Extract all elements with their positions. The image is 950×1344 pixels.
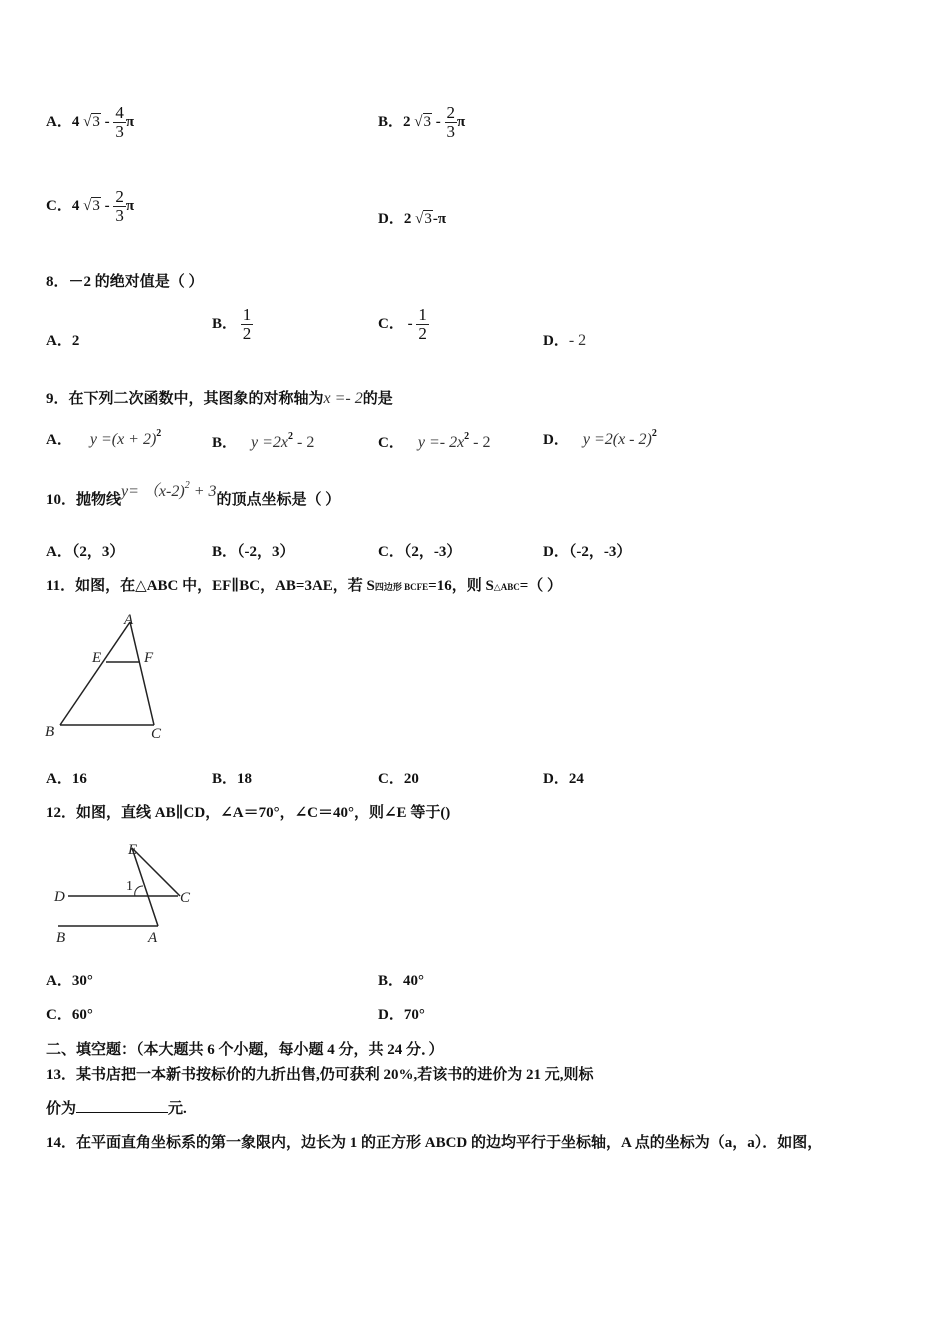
q10-option-c: C．（2，-3） (378, 544, 462, 560)
label-F: F (144, 650, 154, 666)
q13-line2: 价为 元. (46, 1097, 187, 1118)
q12-parallel-lines-figure (46, 836, 206, 948)
q12-stem: 12．如图，直线 AB∥CD，∠A＝70°，∠C＝40°，则∠E 等于() (46, 805, 451, 821)
q10-option-b: B．（-2，3） (212, 544, 295, 560)
q9-stem: 9．在下列二次函数中，其图象的对称轴为x =- 2的是 (46, 390, 393, 407)
fraction: $\frac{4}{3}$ (115, 103, 124, 141)
q11-triangle-figure (40, 610, 180, 745)
label-B: B (56, 930, 66, 946)
q10-stem: 10．抛物线y= （x-2)$^2$ + 3的顶点坐标是（ ） (46, 480, 341, 508)
q10-option-a: A．（2，3） (46, 544, 125, 560)
label-1: 1 (126, 879, 133, 894)
q11-option-a: A．16 (46, 771, 87, 787)
q13-line1: 13．某书店把一本新书按标价的九折出售,仍可获利 20%,若该书的进价为 21 元,则标 (46, 1067, 594, 1083)
q7-option-a: A．4 √3 - $\frac{4}{3}$ π (46, 103, 135, 141)
label-C: C (151, 726, 162, 742)
label-C: C (180, 890, 191, 906)
q12-option-a: A．30° (46, 973, 93, 989)
q7-option-b: B．2 √3 - $\frac{2}{3}$ π (378, 103, 466, 141)
q11-option-b: B．18 (212, 771, 253, 787)
q12-option-c: C．60° (46, 1007, 93, 1023)
answer-blank[interactable] (76, 1098, 168, 1113)
label-E: E (92, 650, 102, 666)
q8-option-b: B． $\frac{1}{2}$ (212, 305, 252, 343)
q8-option-d: D．- 2 (543, 332, 587, 349)
q11-option-d: D．24 (543, 771, 584, 787)
q11-option-c: C．20 (378, 771, 419, 787)
q9-option-c: C． $y =- 2x^2 - 2$ (378, 431, 491, 451)
label-E: E (128, 842, 138, 858)
q9-option-b: B． $y =2x^2 - 2$ (212, 431, 315, 451)
label-D: D (54, 889, 65, 905)
q10-option-d: D．（-2，-3） (543, 544, 632, 560)
fraction: $\frac{1}{2}$ (242, 305, 252, 343)
q8-option-a: A．2 (46, 333, 80, 349)
q7-option-c: C．4 √3 - $\frac{2}{3}$ π (46, 187, 135, 225)
label-A: A (124, 612, 134, 628)
fraction: $\frac{1}{2}$ (418, 305, 427, 343)
label-A: A (148, 930, 158, 946)
q9-option-a: A． $y =(x + 2)^2$ (46, 428, 162, 448)
q11-stem: 11．如图，在△ABC 中，EF∥BC，AB=3AE，若 S四边形 BCFE=16，则 S△ABC=（ ） (46, 578, 563, 594)
label-B: B (45, 724, 55, 740)
q14-line1: 14．在平面直角坐标系的第一象限内，边长为 1 的正方形 ABCD 的边均平行于坐标轴，A 点的坐标为（a，a）．如图， (46, 1135, 823, 1151)
q9-option-d: D． y =2(x - 2)$^2$ (543, 428, 657, 448)
q8-option-c: C． - $\frac{1}{2}$ (378, 305, 427, 343)
q7-option-d: D．2 √3-π (378, 211, 447, 227)
fraction: $\frac{2}{3}$ (115, 187, 124, 225)
section-title: 二、填空题：（本大题共 6 个小题，每小题 4 分，共 24 分．） (46, 1042, 444, 1058)
q8-stem: 8．－2 的绝对值是（ ） (46, 274, 204, 290)
fraction: $\frac{2}{3}$ (446, 103, 455, 141)
q12-option-b: B．40° (378, 973, 425, 989)
q12-option-d: D．70° (378, 1007, 425, 1023)
